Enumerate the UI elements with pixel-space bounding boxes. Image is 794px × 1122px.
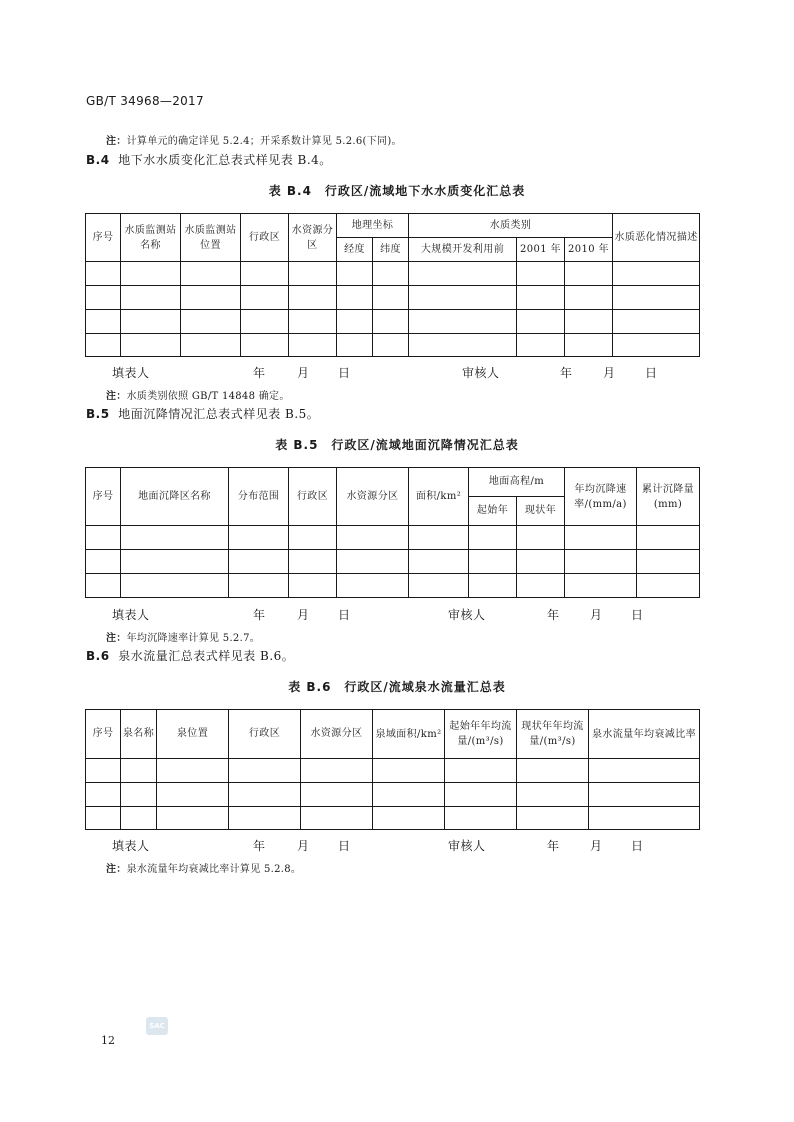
table-row <box>86 262 700 286</box>
note-b4: 注：水质类别依照 GB/T 14848 确定。 <box>106 391 290 402</box>
filler-label: 填表人 <box>112 366 150 380</box>
section-b5-heading: B.5 地面沉降情况汇总表式样见表 B.5。 <box>86 407 320 421</box>
col-decline-rate: 泉水流量年均衰减比率 <box>589 710 700 759</box>
col-longitude: 经度 <box>337 238 373 262</box>
col-spring-location: 泉位置 <box>157 710 229 759</box>
col-zone-name: 地面沉降区名称 <box>121 468 229 526</box>
reviewer-label: 审核人 <box>448 839 486 853</box>
col-spring-area: 泉域面积/km² <box>373 710 445 759</box>
day-label: 日 <box>645 366 658 380</box>
col-year-2010: 2010 年 <box>565 238 613 262</box>
signature-line-b6 <box>0 837 794 853</box>
table-b6-caption: 表 B.6 行政区/流域泉水流量汇总表 <box>288 680 506 694</box>
table-b6 <box>85 709 700 830</box>
col-seq: 序号 <box>86 468 121 526</box>
col-water-zone: 水资源分区 <box>289 214 337 262</box>
col-seq: 序号 <box>86 214 121 262</box>
year-label: 年 <box>253 366 266 380</box>
page-number: 12 <box>101 1034 115 1047</box>
col-admin-region: 行政区 <box>241 214 289 262</box>
table-row <box>86 783 700 807</box>
col-latitude: 纬度 <box>373 238 409 262</box>
month-label: 月 <box>590 608 603 622</box>
signature-line-b4 <box>0 364 794 380</box>
reviewer-label: 审核人 <box>448 608 486 622</box>
col-start-year: 起始年 <box>469 497 517 526</box>
filler-label: 填表人 <box>112 839 150 853</box>
sac-logo: SAC <box>146 1017 168 1035</box>
col-area: 面积/km² <box>409 468 469 526</box>
year-label: 年 <box>547 608 560 622</box>
note-b5: 注：年均沉降速率计算见 5.2.7。 <box>106 633 261 644</box>
year-label: 年 <box>253 608 266 622</box>
col-year-2001: 2001 年 <box>517 238 565 262</box>
col-current-year: 现状年 <box>517 497 565 526</box>
month-label: 月 <box>297 839 310 853</box>
year-label: 年 <box>253 839 266 853</box>
month-label: 月 <box>603 366 616 380</box>
table-row <box>86 310 700 334</box>
day-label: 日 <box>631 839 644 853</box>
col-geo-coords: 地理坐标 <box>337 214 409 238</box>
table-row <box>86 550 700 574</box>
table-row <box>86 807 700 830</box>
note-top: 注：计算单元的确定详见 5.2.4；开采系数计算见 5.2.6(下同)。 <box>106 136 402 147</box>
table-b4 <box>85 213 700 357</box>
col-spring-name: 泉名称 <box>121 710 157 759</box>
day-label: 日 <box>338 366 351 380</box>
col-deterioration: 水质恶化情况描述 <box>613 214 700 262</box>
year-label: 年 <box>560 366 573 380</box>
col-admin-region: 行政区 <box>229 710 301 759</box>
col-subsidence-rate: 年均沉降速率/(mm/a) <box>565 468 637 526</box>
month-label: 月 <box>297 608 310 622</box>
month-label: 月 <box>590 839 603 853</box>
reviewer-label: 审核人 <box>462 366 500 380</box>
section-b4-heading: B.4 地下水水质变化汇总表式样见表 B.4。 <box>86 153 332 167</box>
table-row <box>86 334 700 357</box>
col-quality-type: 水质类别 <box>409 214 613 238</box>
table-b5-caption: 表 B.5 行政区/流域地面沉降情况汇总表 <box>275 438 519 452</box>
col-cumulative-subsidence: 累计沉降量(mm) <box>637 468 700 526</box>
table-b5 <box>85 467 700 598</box>
standard-code: GB/T 34968—2017 <box>86 94 204 108</box>
day-label: 日 <box>338 839 351 853</box>
table-b4-caption: 表 B.4 行政区/流域地下水水质变化汇总表 <box>268 184 526 198</box>
month-label: 月 <box>297 366 310 380</box>
filler-label: 填表人 <box>112 608 150 622</box>
col-distribution-range: 分布范围 <box>229 468 289 526</box>
col-start-flow: 起始年年均流量/(m³/s) <box>445 710 517 759</box>
note-b6: 注：泉水流量年均衰减比率计算见 5.2.8。 <box>106 864 302 875</box>
col-seq: 序号 <box>86 710 121 759</box>
col-admin-region: 行政区 <box>289 468 337 526</box>
col-current-flow: 现状年年均流量/(m³/s) <box>517 710 589 759</box>
day-label: 日 <box>338 608 351 622</box>
section-b6-heading: B.6 泉水流量汇总表式样见表 B.6。 <box>86 649 295 663</box>
day-label: 日 <box>631 608 644 622</box>
col-station-location: 水质监测站位置 <box>181 214 241 262</box>
table-row <box>86 526 700 550</box>
signature-line-b5 <box>0 606 794 622</box>
table-row <box>86 759 700 783</box>
col-before-development: 大规模开发利用前 <box>409 238 517 262</box>
table-row <box>86 574 700 598</box>
table-row <box>86 286 700 310</box>
year-label: 年 <box>547 839 560 853</box>
col-elevation: 地面高程/m <box>469 468 565 497</box>
col-water-zone: 水资源分区 <box>337 468 409 526</box>
col-station-name: 水质监测站名称 <box>121 214 181 262</box>
col-water-zone: 水资源分区 <box>301 710 373 759</box>
